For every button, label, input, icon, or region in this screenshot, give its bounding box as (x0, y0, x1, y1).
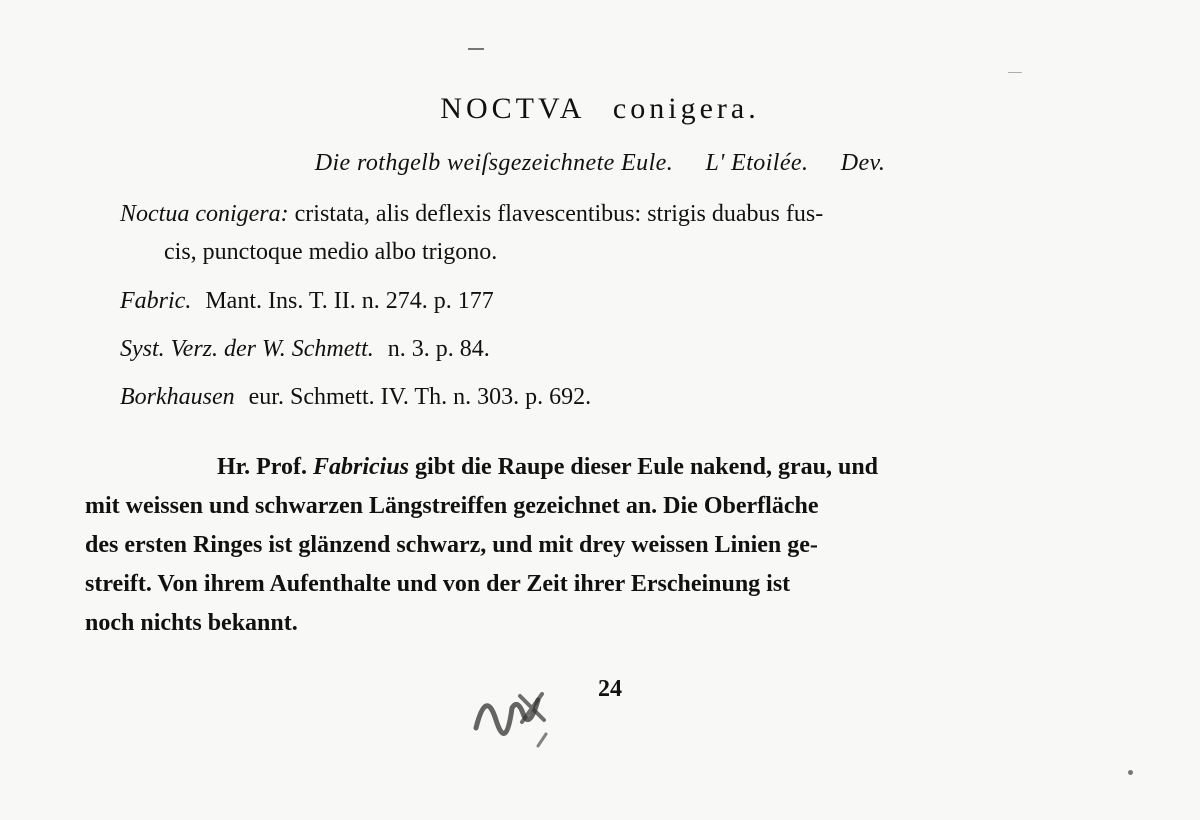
paragraph-line-4: streift. Von ihrem Aufenthalte und von der Zeit ihrer Erscheinung ist (85, 571, 791, 597)
reference-author: Fabric. (120, 288, 192, 314)
paragraph-line-1 (85, 448, 1125, 487)
reference-text: n. 3. p. 84. (387, 336, 490, 362)
page-number: 24 (598, 676, 622, 702)
reference-author: Syst. Verz. der W. Schmett. (120, 336, 374, 362)
reference-2 (120, 330, 490, 368)
page-title (0, 92, 1200, 126)
ink-speck (468, 48, 484, 50)
paragraph-pre: Hr. Prof. (217, 454, 307, 480)
ink-speck (1008, 72, 1022, 73)
subtitle-french: L' Etoilée. (705, 150, 809, 176)
diagnosis-line2: cis, punctoque medio albo trigono. (164, 239, 498, 265)
paragraph-line-5: noch nichts bekannt. (85, 610, 298, 636)
reference-text: Mant. Ins. T. II. n. 274. p. 177 (205, 288, 494, 314)
paragraph-post: gibt die Raupe dieser Eule nakend, grau, und (415, 454, 879, 480)
reference-3 (120, 378, 591, 416)
reference-1 (120, 282, 494, 320)
diagnosis-line1: cristata, alis deflexis flavescentibus: strigis duabus fus- (294, 201, 824, 227)
title-species: conigera. (612, 92, 760, 125)
title-genus: NOCTVA (440, 92, 586, 125)
diagnosis-lead: Noctua conigera: (120, 201, 289, 227)
subtitle-english: Dev. (840, 150, 886, 176)
ink-speck (1128, 770, 1133, 775)
diagnosis-block (120, 195, 1140, 271)
paragraph-author: Fabricius (313, 454, 410, 480)
paragraph-line-2: mit weissen und schwarzen Längstreiffen gezeichnet an. Die Oberfläche (85, 493, 819, 519)
description-paragraph (85, 448, 1125, 643)
reference-author: Borkhausen (120, 384, 235, 410)
subtitle-german: Die rothgelb weiſsgezeichnete Eule. (314, 150, 674, 176)
reference-text: eur. Schmett. IV. Th. n. 303. p. 692. (248, 384, 592, 410)
handwritten-mark-icon (468, 668, 558, 758)
subtitle (0, 150, 1200, 177)
paragraph-line-3: des ersten Ringes ist glänzend schwarz, und mit drey weissen Linien ge- (85, 532, 818, 558)
